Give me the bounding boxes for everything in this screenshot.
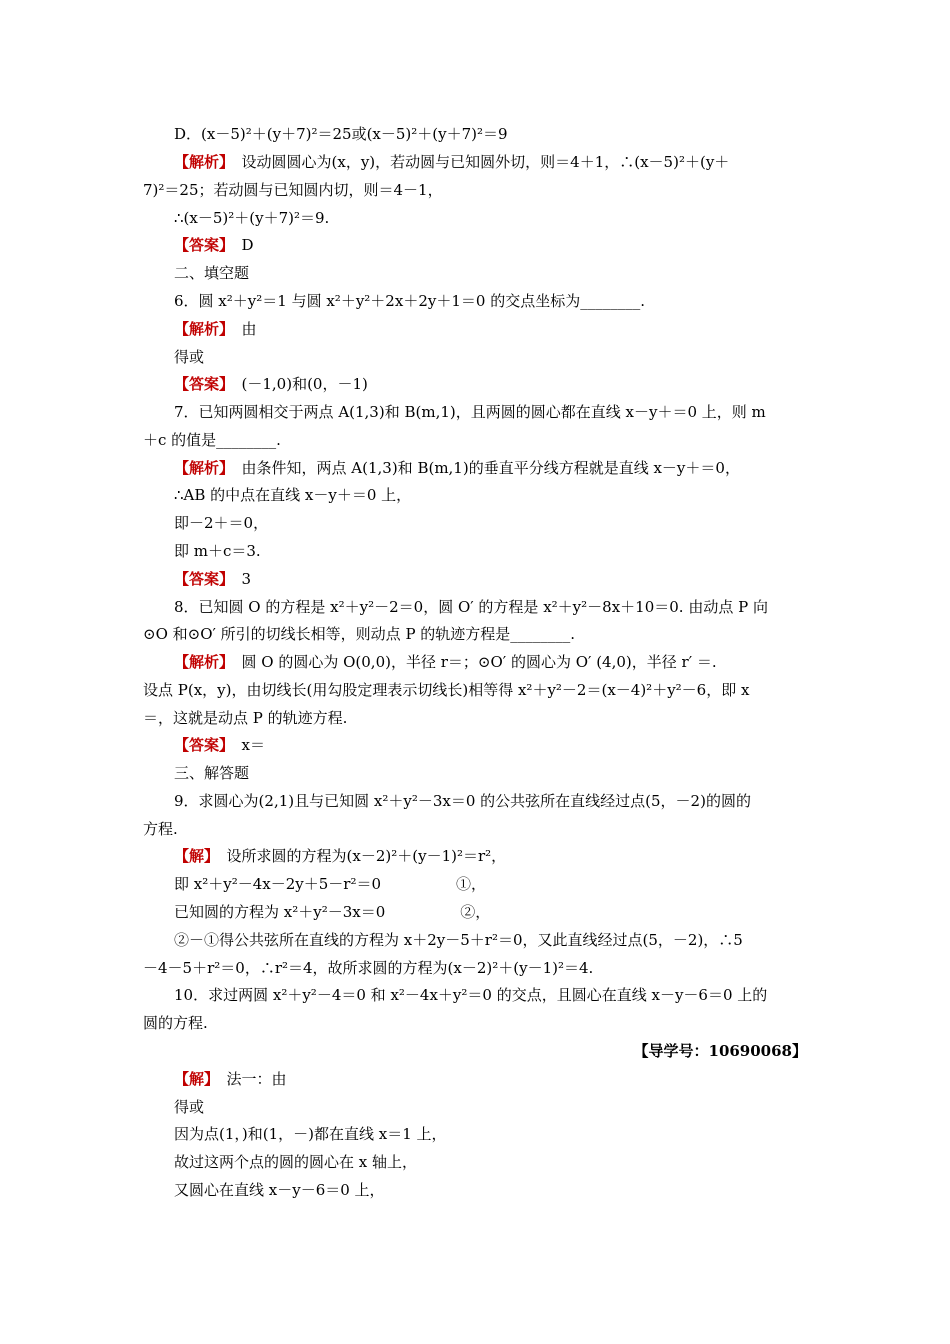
- text-line: [174, 513, 268, 533]
- text-line: [174, 402, 766, 422]
- line-text: 8．已知圆 O 的方程是 x²＋y²－2＝0，圆 O′ 的方程是 x²＋y²－8x＋10＝0. 由动点 P 向: [174, 598, 768, 616]
- section-tag: 【解】: [174, 1070, 212, 1088]
- line-text: 圆 O 的圆心为 O(0,0)，半径 r＝；⊙O′ 的圆心为 O′ (4,0)，半径 r′ ＝.: [226, 653, 717, 671]
- line-text: －4－5＋r²＝0，∴r²＝4，故所求圆的方程为(x－2)²＋(y－1)²＝4.: [143, 959, 594, 977]
- text-line: [143, 624, 575, 644]
- line-text: 又圆心在直线 x－y－6＝0 上，: [174, 1181, 385, 1199]
- text-line: [174, 735, 265, 755]
- text-line: [174, 930, 743, 950]
- line-text: 7．已知两圆相交于两点 A(1,3)和 B(m,1)，且两圆的圆心都在直线 x－y＋＝0 上，则 m: [174, 403, 766, 421]
- line-text: 6．圆 x²＋y²＝1 与圆 x²＋y²＋2x＋2y＋1＝0 的交点坐标为________.: [174, 292, 645, 310]
- text-line: [174, 208, 329, 228]
- text-line: [174, 291, 645, 311]
- line-text: 由: [226, 320, 257, 338]
- section-tag: 【解析】: [174, 320, 227, 338]
- line-text: ＋c 的值是________.: [143, 431, 281, 449]
- text-line: [143, 680, 749, 700]
- line-text: ∴(x－5)²＋(y＋7)²＝9.: [174, 209, 330, 227]
- text-line: [174, 541, 261, 561]
- text-line: [174, 458, 740, 478]
- line-text: ∴AB 的中点在直线 x－y＋＝0 上，: [174, 486, 412, 504]
- line-text: 得或: [174, 1098, 205, 1116]
- text-line: [174, 485, 411, 505]
- text-line: [174, 1097, 204, 1117]
- text-line: [143, 819, 178, 839]
- line-text: 法一：由: [211, 1070, 287, 1088]
- text-line: [143, 958, 593, 978]
- line-text: 方程.: [143, 820, 178, 838]
- text-line: [174, 985, 767, 1005]
- line-text: D．(x－5)²＋(y＋7)²＝25或(x－5)²＋(y＋7)²＝9: [174, 125, 508, 143]
- line-text: 得或: [174, 348, 205, 366]
- text-line: [174, 1069, 287, 1089]
- text-line: [143, 430, 281, 450]
- line-text: D: [226, 236, 254, 254]
- line-text: 三、解答题: [174, 764, 250, 782]
- line-text: 设动圆圆心为(x，y)，若动圆与已知圆外切，则＝4＋1，∴(x－5)²＋(y＋: [226, 153, 730, 171]
- text-line: [174, 902, 490, 922]
- text-line: [143, 708, 347, 728]
- section-tag: 【解】: [174, 847, 212, 865]
- text-line: [174, 1152, 417, 1172]
- line-text: 故过这两个点的圆的圆心在 x 轴上，: [174, 1153, 417, 1171]
- text-line: [174, 124, 508, 144]
- text-line: [174, 374, 368, 394]
- section-tag: 【解析】: [174, 459, 227, 477]
- text-line: [174, 874, 486, 894]
- text-line: [143, 180, 443, 200]
- text-line: [174, 597, 768, 617]
- text-line: [174, 152, 729, 172]
- guide-reference-number: 【导学号：10690068】: [633, 1042, 807, 1060]
- text-line: [174, 319, 257, 339]
- text-line: [174, 347, 204, 367]
- line-text: 即 m＋c＝3.: [174, 542, 261, 560]
- line-text: 10．求过两圆 x²＋y²－4＝0 和 x²－4x＋y²＝0 的交点，且圆心在直线 x－y－6＝0 上的: [174, 986, 768, 1004]
- text-line: [174, 791, 751, 811]
- line-text: 因为点(1，)和(1，－)都在直线 x＝1 上，: [174, 1125, 447, 1143]
- line-text: 设点 P(x，y)，由切线长(用勾股定理表示切线长)相等得 x²＋y²－2＝(x－4)²＋y²－6，即 x: [143, 681, 750, 699]
- line-text: 7)²＝25；若动圆与已知圆内切，则＝4－1，: [143, 181, 443, 199]
- line-text: 9．求圆心为(2,1)且与已知圆 x²＋y²－3x＝0 的公共弦所在直线经过点(5，－2)的圆的: [174, 792, 751, 810]
- line-text: x＝: [226, 736, 265, 754]
- section-tag: 【答案】: [174, 236, 227, 254]
- line-text: 圆的方程.: [143, 1014, 208, 1032]
- line-text: 即 x²＋y²－4x－2y＋5－r²＝0 ①，: [174, 875, 487, 893]
- text-line: [174, 235, 254, 255]
- section-tag: 【解析】: [174, 653, 227, 671]
- section-tag: 【答案】: [174, 736, 227, 754]
- text-line: [174, 263, 249, 283]
- line-text: 二、填空题: [174, 264, 250, 282]
- line-text: 3: [226, 570, 252, 588]
- line-text: 已知圆的方程为 x²＋y²－3x＝0 ②，: [174, 903, 491, 921]
- section-tag: 【答案】: [174, 570, 227, 588]
- line-text: 设所求圆的方程为(x－2)²＋(y－1)²＝r²，: [211, 847, 507, 865]
- line-text: ②－①得公共弦所在直线的方程为 x＋2y－5＋r²＝0，又此直线经过点(5，－2)，∴5: [174, 931, 743, 949]
- text-line: [174, 652, 717, 672]
- line-text: (－1,0)和(0，－1): [226, 375, 368, 393]
- line-text: 即－2＋＝0，: [174, 514, 269, 532]
- section-tag: 【答案】: [174, 375, 227, 393]
- line-text: ⊙O 和⊙O′ 所引的切线长相等，则动点 P 的轨迹方程是________.: [143, 625, 576, 643]
- text-line: [174, 1180, 385, 1200]
- text-line: [174, 763, 249, 783]
- section-tag: 【解析】: [174, 153, 227, 171]
- text-line: [174, 1124, 447, 1144]
- line-text: ＝，这就是动点 P 的轨迹方程.: [143, 709, 348, 727]
- line-text: 由条件知，两点 A(1,3)和 B(m,1)的垂直平分线方程就是直线 x－y＋＝0，: [226, 459, 740, 477]
- text-line: [174, 569, 251, 589]
- text-line: [143, 1013, 208, 1033]
- text-line: [174, 846, 506, 866]
